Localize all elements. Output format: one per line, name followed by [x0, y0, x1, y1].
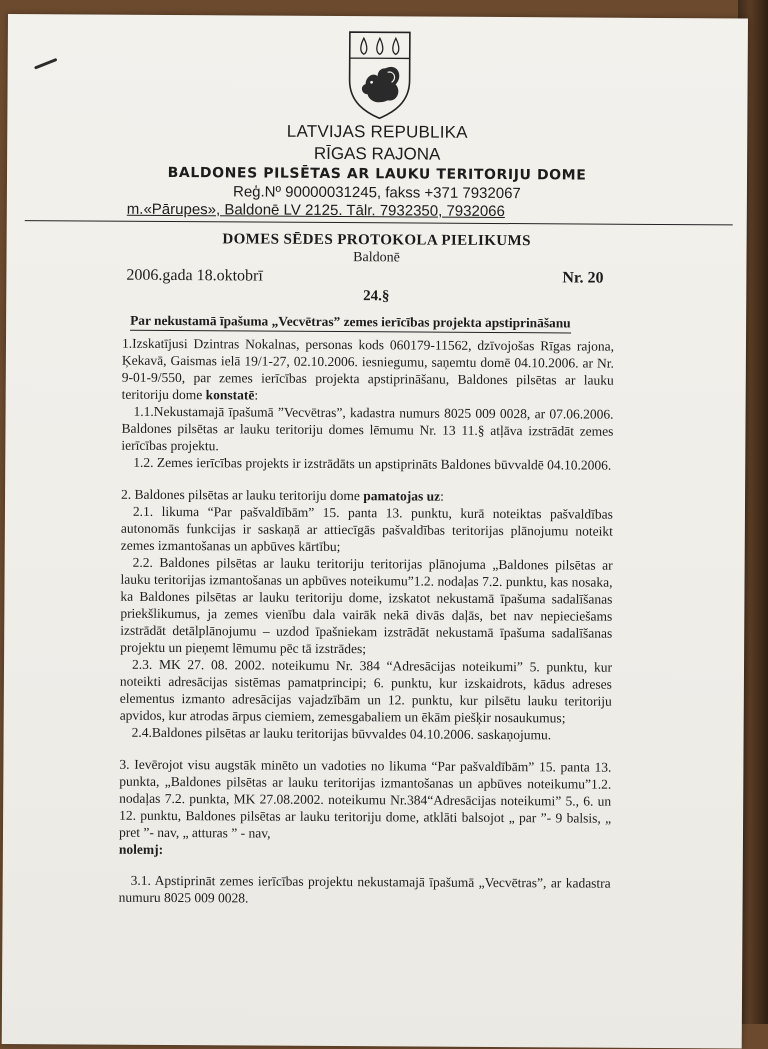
document-subject: Par nekustamā īpašuma „Vecvētras” zemes ierīcības projekta apstiprināšanu — [130, 313, 571, 334]
paragraph-2-2: 2.2. Baldones pilsētas ar lauku teritoriju teritorijas plānojuma „Baldones pilsētas ar lauku teritorijas izmantošanas un apbūves noteikumu”1.2. nodaļas 7.2. punktu, kas nosaka, ka Baldones pilsētas ar lauku teritoriju dome, izskatot nekustamā īpašuma sadalīšanas priekšlikumus, ja zemes vienību dala vairāk nekā divās daļās, bet nav nepieciešams izstrādāt detālplānojumu – uzdod īpašniekam izstrādāt nekustamā īpašuma sadalīšanas projektu un pieņemt lēmumu pēc tā izstrādes; — [120, 554, 613, 659]
paragraph-2-text: 2. Baldones pilsētas ar lauku teritoriju dome — [121, 487, 360, 503]
paragraph-2-keyword: pamatojas uz — [363, 488, 440, 503]
paragraph-1-keyword: konstatē — [206, 387, 255, 402]
decision-keyword: nolemj: — [119, 842, 163, 857]
address-line: m.«Pārupes», Baldonē LV 2125. Tālr. 7932350, 7932066 — [127, 201, 505, 220]
paragraph-2-3: 2.3. MK 27. 08. 2002. noteikumu Nr. 384 “Adresācijas noteikumi” 5. punktu, kur noteikti adresācijas sistēmas pamatprincipi; 6. punktu, kur izskaidrots, kādus adreses elementus izmanto adresācijas vajadzībām un 12. punktu, kur pilsētu lauku teritoriju apvidos, kur atrodas ārpus ciemiem, zemesgabaliem un ēkām piešķir nosaukumus; — [120, 656, 612, 727]
document-body — [119, 335, 614, 909]
paragraph-1-1: 1.1.Nekustamajā īpašumā ”Vecvētras”, kadastra numurs 8025 009 0028, ar 07.06.2006. Baldones pilsētas ar lauku teritoriju domes lēmumu Nr. 13 11.§ atļāva izstrādāt zemes ierīcības projektu. — [121, 403, 613, 457]
document-date: 2006.gada 18.oktobrī — [126, 267, 263, 286]
paragraph-1-2: 1.2. Zemes ierīcības projekts ir izstrādāts un apstiprināts Baldones būvvaldē 04.10.2006. — [121, 454, 613, 474]
paragraph-1-text: 1.Izskatījusi Dzintras Nokalnas, personas kods 060179-11562, dzīvojošas Rīgas rajona, Ķekavā, Gaismas ielā 19/1-27, 02.10.2006. iesniegumu, saņemtu domē 04.10.2006. ar Nr. 9-01-9/550, par zemes ierīcības projekta apstiprināšanu, Baldones pilsētas ar lauku teritoriju dome — [122, 336, 614, 402]
paragraph-1: 1.Izskatījusi Dzintras Nokalnas, personas kods 060179-11562, dzīvojošas Rīgas rajona, Ķekavā, Gaismas ielā 19/1-27, 02.10.2006. iesniegumu, saņemtu domē 04.10.2006. ar Nr. 9-01-9/550, par zemes ierīcības projekta apstiprināšanu, Baldones pilsētas ar lauku teritoriju dome konstatē: — [122, 335, 614, 406]
republic-heading: LATVIJAS REPUBLIKA — [7, 120, 747, 145]
paragraph-3-1: 3.1. Apstiprināt zemes ierīcības projektu nekustamajā īpašumā „Vecvētras”, ar kadastra numuru 8025 009 0028. — [119, 872, 611, 909]
paragraph-3: 3. Ievērojot visu augstāk minēto un vadoties no likuma “Par pašvaldībām” 15. panta 13. punkta, „Baldones pilsētas ar lauku teritorijas izmantošanas un apbūves noteikumu”1.2. nodaļas 7.2. punkta, MK 27.08.2002. noteikumu Nr.384“Adresācijas noteikumi” 5., 6. un 12. punktu, Baldones pilsētas ar lauku teritoriju dome, atklāti balsojot „ par ”- 9 balsis, „ pret ”- nav, „ atturas ” - nav, — [119, 756, 612, 844]
paragraph-2-1: 2.1. likuma “Par pašvaldībām” 15. panta 13. punktu, kurā noteiktas pašvaldības autonomās funkcijas ir saskaņā ar attiecīgās pašvaldības teritorijas plānojumu noteikt zemes izmantošanas un apbūves kārtību; — [121, 503, 613, 557]
council-heading: BALDONES PILSĒTAS AR LAUKU TERITORIJU DOME — [7, 164, 747, 185]
section-number: 24.§ — [6, 286, 746, 308]
paragraph-2-4: 2.4.Baldones pilsētas ar lauku teritorijas būvvaldes 04.10.2006. saskaņojumu. — [120, 724, 612, 744]
coat-of-arms-icon — [343, 28, 416, 120]
document-page — [2, 14, 748, 1049]
district-heading: RĪGAS RAJONA — [7, 142, 747, 167]
paragraph-2: 2. Baldones pilsētas ar lauku teritoriju dome pamatojas uz: — [121, 486, 613, 506]
document-place: Baldonē — [6, 248, 746, 269]
paragraph-3-keyword — [119, 841, 611, 861]
pen-mark — [34, 58, 57, 70]
document-number: Nr. 20 — [562, 269, 603, 287]
header-divider — [25, 220, 733, 225]
document-title: DOMES SĒDES PROTOKOLA PIELIKUMS — [7, 230, 747, 252]
registration-line: Reģ.Nº 90000031245, fakss +371 7932067 — [7, 182, 747, 204]
